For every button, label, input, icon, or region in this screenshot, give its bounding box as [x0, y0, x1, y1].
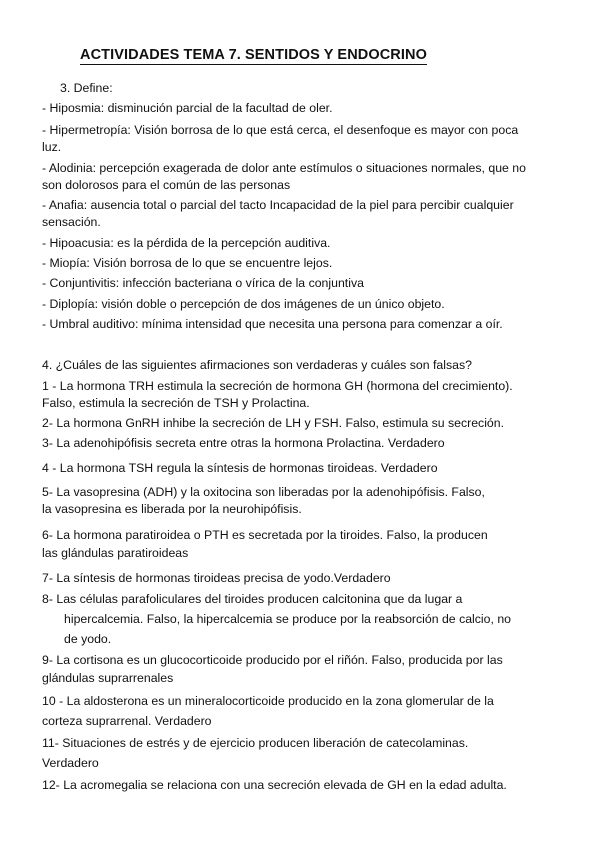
definition-line: - Hiposmia: disminución parcial de la facultad de oler.: [42, 101, 333, 115]
statement-line: 6- La hormona paratiroidea o PTH es secretada por la tiroides. Falso, la producen: [42, 528, 488, 542]
statement-line: 7- La síntesis de hormonas tiroideas precisa de yodo.Verdadero: [42, 571, 391, 585]
statement-line: glándulas suprarrenales: [42, 671, 174, 685]
definition-line: - Umbral auditivo: mínima intensidad que necesita una persona para comenzar a oír.: [42, 317, 503, 331]
statement-line: 1 - La hormona TRH estimula la secreción de hormona GH (hormona del crecimiento).: [42, 379, 513, 393]
statement-line: 12- La acromegalia se relaciona con una secreción elevada de GH en la edad adulta.: [42, 778, 507, 792]
statement-line: Falso, estimula la secreción de TSH y Prolactina.: [42, 396, 310, 410]
definition-line: sensación.: [42, 215, 101, 229]
statement-line: 9- La cortisona es un glucocorticoide producido por el riñón. Falso, producida por las: [42, 653, 503, 667]
statement-line: de yodo.: [64, 632, 112, 646]
statement-line: 4 - La hormona TSH regula la síntesis de hormonas tiroideas. Verdadero: [42, 461, 438, 475]
statement-line: corteza suprarrenal. Verdadero: [42, 714, 212, 728]
definition-line: - Alodinia: percepción exagerada de dolor ante estímulos o situaciones normales, que no: [42, 161, 526, 175]
statement-line: la vasopresina es liberada por la neurohipófisis.: [42, 502, 302, 516]
statement-line: las glándulas paratiroideas: [42, 546, 189, 560]
section-3-heading: 3. Define:: [60, 81, 113, 95]
section-4-heading: 4. ¿Cuáles de las siguientes afirmaciones son verdaderas y cuáles son falsas?: [42, 358, 472, 372]
statement-line: 5- La vasopresina (ADH) y la oxitocina son liberadas por la adenohipófisis. Falso,: [42, 485, 485, 499]
statement-line: 3- La adenohipófisis secreta entre otras la hormona Prolactina. Verdadero: [42, 436, 445, 450]
definition-line: - Hipoacusia: es la pérdida de la percepción auditiva.: [42, 236, 331, 250]
definition-line: - Miopía: Visión borrosa de lo que se encuentre lejos.: [42, 256, 333, 270]
statement-line: Verdadero: [42, 756, 99, 770]
page-title: ACTIVIDADES TEMA 7. SENTIDOS Y ENDOCRINO: [80, 47, 427, 63]
statement-line: 11- Situaciones de estrés y de ejercicio producen liberación de catecolaminas.: [42, 736, 469, 750]
definition-line: luz.: [42, 140, 62, 154]
statement-line: hipercalcemia. Falso, la hipercalcemia se produce por la reabsorción de calcio, no: [64, 612, 512, 626]
statement-line: 2- La hormona GnRH inhibe la secreción de LH y FSH. Falso, estimula su secreción.: [42, 416, 505, 430]
statement-line: 10 - La aldosterona es un mineralocorticoide producido en la zona glomerular de la: [42, 694, 494, 708]
statement-line: 8- Las células parafoliculares del tiroides producen calcitonina que da lugar a: [42, 592, 463, 606]
definition-line: - Conjuntivitis: infección bacteriana o vírica de la conjuntiva: [42, 276, 364, 290]
definition-line: son dolorosos para el común de las personas: [42, 178, 291, 192]
definition-line: - Hipermetropía: Visión borrosa de lo que está cerca, el desenfoque es mayor con poca: [42, 123, 519, 137]
definition-line: - Anafia: ausencia total o parcial del tacto Incapacidad de la piel para percibir cualquier: [42, 198, 514, 212]
definition-line: - Diplopía: visión doble o percepción de dos imágenes de un único objeto.: [42, 297, 445, 311]
